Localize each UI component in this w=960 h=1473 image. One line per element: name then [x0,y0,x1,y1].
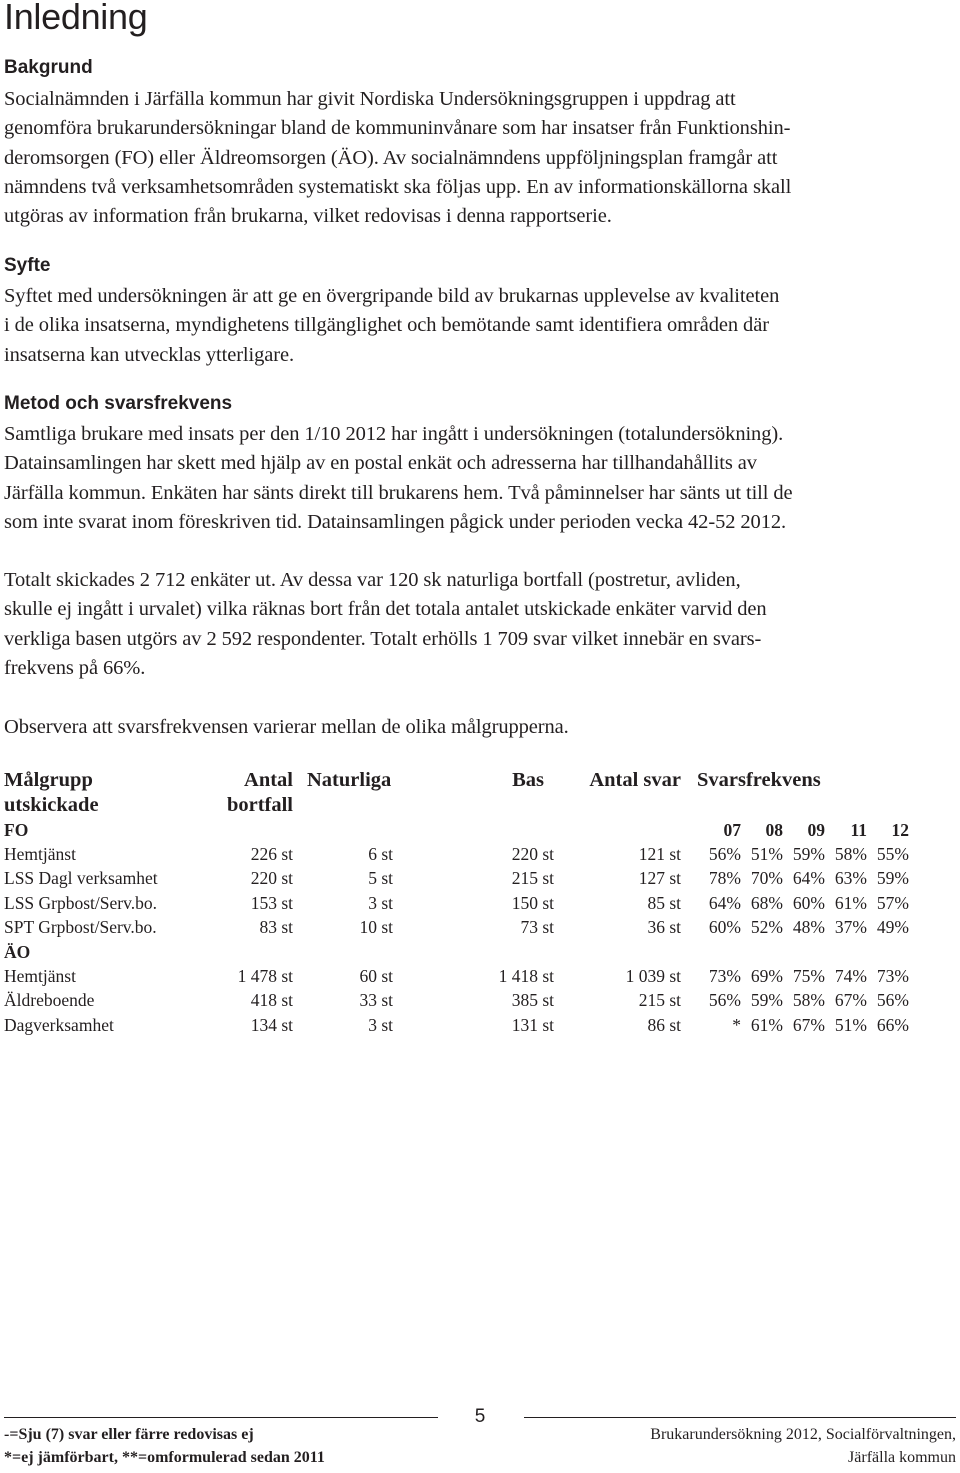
table-row [4,964,909,988]
year-header: 07 [723,819,741,840]
text-line: frekvens på 66%. [4,656,146,679]
text-line: i de olika insatserna, myndighetens tillgänglighet och bemötande samt identifiera områden där [4,314,769,337]
year-header: 09 [807,819,825,840]
cell-svarsfrekvens: 67% [792,1014,825,1035]
col-header-bas: Bas [512,769,544,791]
cell-svarsfrekvens: 59% [792,844,825,865]
cell-svarsfrekvens: 56% [708,990,741,1011]
cell-antal-utskickade: 153 st [250,892,293,913]
row-name: Hemtjänst [4,844,76,865]
table-row [4,1013,909,1037]
row-name: LSS Grpbost/Serv.bo. [4,892,157,913]
cell-svarsfrekvens: 60% [792,892,825,913]
cell-antal-svar: 86 st [647,1014,681,1035]
table-header-row-1 [4,768,909,793]
section-heading-syfte: Syfte [4,255,51,276]
cell-svarsfrekvens: 58% [792,990,825,1011]
text-line: Observera att svarsfrekvensen varierar mellan de olika målgrupperna. [4,716,569,738]
col-header-malgrupp: Målgrupp [4,769,93,791]
cell-antal-svar: 121 st [638,844,681,865]
text-line: Järfälla kommun. Enkäten har sänts direkt till brukarens hem. Två påminnelser har sänts ut till de [4,481,793,504]
cell-naturliga-bortfall: 10 st [359,917,393,938]
cell-antal-utskickade: 134 st [250,1014,293,1035]
cell-naturliga-bortfall: 60 st [359,966,393,987]
text-line: som inte svarat inom föreskriven tid. Datainsamlingen pågick under perioden vecka 42-52 2012. [4,510,787,533]
cell-svarsfrekvens: 51% [750,844,783,865]
text-line: Syftet med undersökningen är att ge en övergripande bild av brukarnas upplevelse av kvaliteten [4,285,780,307]
cell-svarsfrekvens: 59% [876,868,909,889]
year-header: 08 [765,819,783,840]
text-line: genomföra brukarundersökningar bland de kommuninvånare som har insatser från Funktionshin- [4,117,791,140]
text-line: skulle ej ingått i urvalet) vilka räknas bort från det totala antalet utskickade enkäter varvid den [4,598,767,621]
text-line: utgöras av information från brukarna, vilket redovisas i denna rapportserie. [4,205,612,228]
cell-svarsfrekvens: 78% [708,868,741,889]
cell-antal-utskickade: 1 478 st [237,966,293,987]
cell-naturliga-bortfall: 33 st [359,990,393,1011]
cell-naturliga-bortfall: 3 st [368,1014,393,1035]
cell-naturliga-bortfall: 6 st [368,844,393,865]
row-name: Dagverksamhet [4,1014,114,1035]
cell-svarsfrekvens: 64% [708,892,741,913]
cell-svarsfrekvens: 68% [750,892,783,913]
row-name: Äldreboende [4,990,95,1011]
response-rate-table [4,768,909,1038]
cell-svarsfrekvens: 60% [708,917,741,938]
cell-svarsfrekvens: 51% [834,1014,867,1035]
cell-svarsfrekvens: 67% [834,990,867,1011]
footer-source-1: Brukarundersökning 2012, Socialförvaltningen, [650,1426,956,1443]
section-row-ao [4,940,909,964]
table-row [4,867,909,891]
table-row [4,916,909,940]
col-header-bortfall: bortfall [226,794,293,816]
section-heading-bakgrund: Bakgrund [4,57,93,78]
paragraph-metod-1 [4,420,956,537]
section-label-ao: ÄO [4,941,31,962]
col-header-naturliga: Naturliga [307,769,392,791]
section-row-fo [4,818,909,842]
text-line: insatserna kan utvecklas ytterligare. [4,343,295,366]
footer-note-2: *=ej jämförbart, **=omformulerad sedan 2011 [4,1449,325,1466]
footer-rule-left [4,1417,438,1418]
cell-antal-svar: 85 st [647,892,681,913]
cell-svarsfrekvens: 52% [750,917,783,938]
table-row [4,891,909,915]
cell-svarsfrekvens: 58% [834,844,867,865]
cell-svarsfrekvens: 63% [834,868,867,889]
paragraph-syfte [4,282,956,370]
cell-svarsfrekvens: 61% [750,1014,783,1035]
text-line: Datainsamlingen har skett med hjälp av en postal enkät och adresserna har tillhandahållits av [4,452,757,475]
cell-bas: 385 st [511,990,554,1011]
text-line: Samtliga brukare med insats per den 1/10 2012 har ingått i undersökningen (totalundersökning). [4,423,784,445]
paragraph-bakgrund [4,85,956,231]
text-line: Totalt skickades 2 712 enkäter ut. Av dessa var 120 sk naturliga bortfall (postretur, avliden, [4,569,741,591]
cell-svarsfrekvens: 49% [876,917,909,938]
cell-naturliga-bortfall: 3 st [368,892,393,913]
cell-antal-svar: 36 st [647,917,681,938]
text-line: verkliga basen utgörs av 2 592 respondenter. Totalt erhölls 1 709 svar vilket innebär en svars- [4,627,762,650]
cell-bas: 73 st [520,917,554,938]
cell-svarsfrekvens: 56% [876,990,909,1011]
footer-rule-right [524,1417,956,1418]
table-row [4,989,909,1013]
cell-svarsfrekvens: * [732,1014,741,1035]
table-header-row-2 [4,793,909,818]
cell-svarsfrekvens: 55% [876,844,909,865]
cell-svarsfrekvens: 73% [708,966,741,987]
col-header-antal-svar: Antal svar [589,769,681,791]
cell-antal-utskickade: 418 st [250,990,293,1011]
cell-svarsfrekvens: 59% [750,990,783,1011]
page-number: 5 [474,1406,486,1427]
text-line: Socialnämnden i Järfälla kommun har givit Nordiska Undersökningsgruppen i uppdrag att [4,88,736,110]
col-header-svarsfrekvens: Svarsfrekvens [697,769,821,791]
cell-bas: 1 418 st [498,966,554,987]
cell-bas: 220 st [511,844,554,865]
cell-naturliga-bortfall: 5 st [368,868,393,889]
cell-antal-utskickade: 226 st [250,844,293,865]
year-header: 12 [891,819,909,840]
paragraph-metod-3 [4,713,956,742]
section-heading-metod: Metod och svarsfrekvens [4,393,233,414]
table-row [4,842,909,866]
cell-svarsfrekvens: 48% [792,917,825,938]
cell-svarsfrekvens: 37% [834,917,867,938]
cell-svarsfrekvens: 66% [876,1014,909,1035]
cell-svarsfrekvens: 75% [792,966,825,987]
cell-bas: 150 st [511,892,554,913]
cell-svarsfrekvens: 56% [708,844,741,865]
cell-bas: 215 st [511,868,554,889]
year-header: 11 [850,819,867,840]
cell-antal-utskickade: 220 st [250,868,293,889]
col-header-antal: Antal [244,769,293,791]
paragraph-metod-2 [4,566,956,683]
cell-svarsfrekvens: 74% [834,966,867,987]
cell-svarsfrekvens: 69% [750,966,783,987]
cell-antal-svar: 127 st [638,868,681,889]
cell-antal-svar: 215 st [638,990,681,1011]
cell-svarsfrekvens: 57% [876,892,909,913]
footer-note-1: -=Sju (7) svar eller färre redovisas ej [4,1426,254,1443]
row-name: SPT Grpbost/Serv.bo. [4,917,157,938]
row-name: LSS Dagl verksamhet [4,868,158,889]
page-title: Inledning [4,0,148,37]
col-header-utskickade: utskickade [4,794,99,816]
cell-svarsfrekvens: 61% [834,892,867,913]
cell-svarsfrekvens: 64% [792,868,825,889]
row-name: Hemtjänst [4,966,76,987]
cell-svarsfrekvens: 73% [876,966,909,987]
text-line: deromsorgen (FO) eller Äldreomsorgen (ÄO). Av socialnämndens uppföljningsplan framgår att [4,146,778,169]
text-line: nämndens två verksamhetsområden systematiskt ska följas upp. En av informationskällorna skall [4,175,792,198]
cell-bas: 131 st [511,1014,554,1035]
footer-source-2: Järfälla kommun [848,1449,956,1466]
cell-antal-svar: 1 039 st [625,966,681,987]
cell-svarsfrekvens: 70% [750,868,783,889]
section-label-fo: FO [4,819,29,840]
cell-antal-utskickade: 83 st [259,917,293,938]
